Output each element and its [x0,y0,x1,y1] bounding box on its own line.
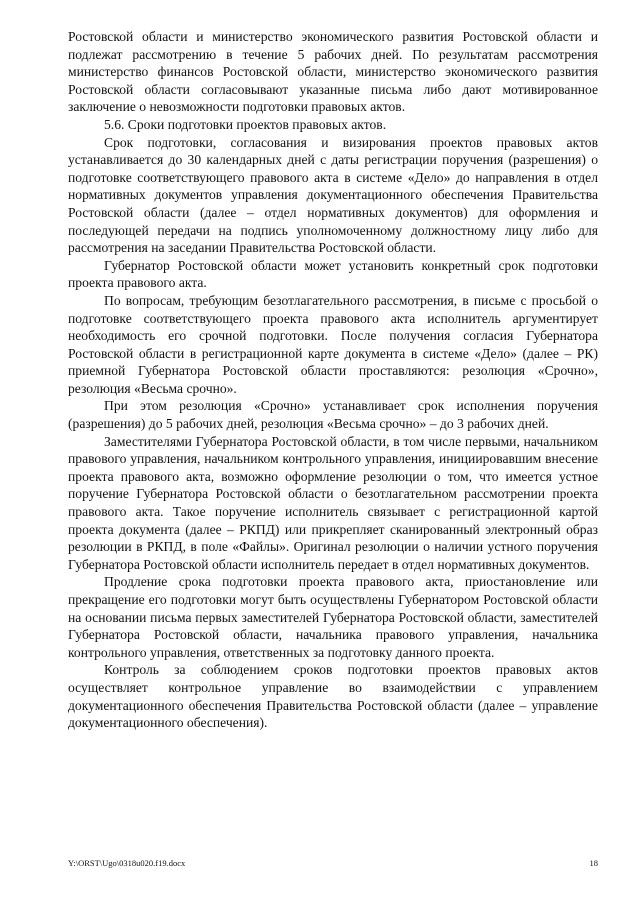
paragraph-6: При этом резолюция «Срочно» устанавливает срок исполнения поручения (разрешения) до 5 рабочих дней, резолюция «Весьма срочно» – до 3 рабочих дней. [68,398,598,432]
paragraph-4: Губернатор Ростовской области может установить конкретный срок подготовки проекта правового акта. [68,257,598,291]
document-body [68,28,598,732]
paragraph-7: Заместителями Губернатора Ростовской области, в том числе первыми, начальником правового управления, начальником контрольного управления, инициировавшим внесение проекта правового акта, возможно оформление резолюции о том, что имеется устное поручение Губернатора Ростовской области о безотлагательном рассмотрении проекта правового акта. Такое поручение исполнитель связывает с регистрационной картой проекта документа (далее – РКПД) или прикрепляет сканированный электронный образ резолюции в РКПД, в поле «Файлы». Оригинал резолюции о наличии устного поручения Губернатора Ростовской области исполнитель передает в отдел нормативных документов. [68,433,598,572]
paragraph-1: Ростовской области и министерство экономического развития Ростовской области и подлежат рассмотрению в течение 5 рабочих дней. По результатам рассмотрения министерство финансов Ростовской области, министерство экономического развития Ростовской области согласовывают указанные письма либо дают мотивированное заключение о невозможности подготовки правовых актов. [68,29,598,115]
page-footer [68,858,598,868]
paragraph-9: Контроль за соблюдением сроков подготовки проектов правовых актов осуществляет контрольное управление во взаимодействии с управлением документационного обеспечения Правительства Ростовской области (далее – управление документационного обеспечения). [68,662,598,731]
footer-file-path: Y:\ORST\Ugo\0318u020.f19.docx [68,858,186,868]
paragraph-5: По вопросам, требующим безотлагательного рассмотрения, в письме с просьбой о подготовке соответствующего проекта правового акта исполнитель аргументирует необходимость его срочной подготовки. После получения согласия Губернатора Ростовской области в регистрационной карте документа в системе «Дело» (далее – РК) приемной Губернатора Ростовской области проставляются: резолюция «Срочно», резолюция «Весьма срочно». [68,292,598,396]
paragraph-8: Продление срока подготовки проекта правового акта, приостановление или прекращение его подготовки могут быть осуществлены Губернатором Ростовской области на основании письма первых заместителей Губернатора Ростовской области, заместителей Губернатора Ростовской области, начальника правового управления, начальника контрольного управления, ответственных за подготовку данного проекта. [68,574,598,660]
paragraph-2-section-heading: 5.6. Сроки подготовки проектов правовых актов. [104,116,387,132]
paragraph-3: Срок подготовки, согласования и визирования проектов правовых актов устанавливается до 30 календарных дней с даты регистрации поручения (разрешения) о подготовке соответствующего правового акта в системе «Дело» до направления в отдел нормативных документов управления документационного обеспечения Правительства Ростовской области (далее – отдел нормативных документов) для оформления и последующей передачи на подпись уполномоченному должностному лицу либо для рассмотрения на заседании Правительства Ростовской области. [68,134,598,256]
footer-page-number: 18 [589,858,598,868]
